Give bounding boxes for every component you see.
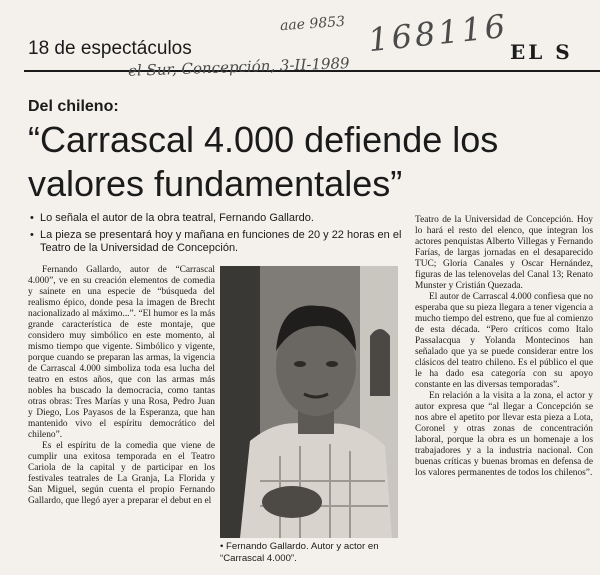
portrait-illustration bbox=[220, 266, 398, 538]
body-paragraph: Teatro de la Universidad de Concepción. Hoy lo hará el resto del elenco, que integran los actores penquistas Alberto Villegas y Fernando Farías, de largas jornadas en el desaparecido TUC; Gloria Canales y Oscar Hernández, figuras de las telenovelas del Canal 13; Renato Munster y Cristián Quezada. bbox=[415, 215, 593, 291]
body-paragraph: En relación a la visita a la zona, el actor y autor expresa que “al llegar a Concepción se nos abre el apetito por llevar esta pieza a Lota, Coronel y otras zonas de concentración laboral, porque la obra es un homenaje a los trabajadores y a la industria nacional. Con buenas críticas y buenas bromas en defensa de los valores permanentes de todos los chilenos”. bbox=[415, 391, 593, 478]
section-label: 18 de espectáculos bbox=[28, 38, 192, 59]
newspaper-masthead: EL S bbox=[510, 40, 573, 64]
summary-bullet: • La pieza se presentará hoy y mañana en funciones de 20 y 22 horas en el Teatro de la Universidad de Concepción. bbox=[30, 229, 415, 255]
body-paragraph: Fernando Gallardo, autor de “Carrascal 4.000”, ve en su creación elementos de comedia y sainete en una especie de “búsqueda del realismo épico, donde pesa la imagen de Brecht nacionalizado al máximo...”. “El humor es la más grande característica de este montaje, que considero muy simbólico en este momento, al mismo tiempo que vigente. Simbólico y vigente, porque cuando se preparan las armas, la vigencia de Carrascal 4.000 simboliza toda esa lucha del teatro en estos años, que con las armas más nobles ha buscado la democracia, como tantas otras obras: Tres Marías y una Rosa, Pedro Juan y Diego, Los Payasos de la Esperanza, que han mantenido vivo el espíritu democrático del chileno”. bbox=[28, 265, 215, 440]
article-kicker: Del chileno: bbox=[28, 98, 119, 115]
article-body-column-1 bbox=[28, 265, 215, 507]
summary-bullet: • Lo señala el autor de la obra teatral, Fernando Gallardo. bbox=[30, 212, 415, 225]
body-paragraph: Es el espíritu de la comedia que viene de cumplir una exitosa temporada en el Teatro Cariola de la capital y de participar en los festivales teatrales de La Granja, La Florida y San Miguel, según cuenta el propio Fernando Gallardo, que llegó ayer a preparar el debut en el bbox=[28, 441, 215, 506]
article-body-column-2 bbox=[415, 215, 593, 479]
article-summary-bullets bbox=[30, 212, 415, 259]
body-paragraph: El autor de Carrascal 4.000 confiesa que no esperaba que su pieza llegara a tener vigencia a mucho tiempo del estreno, que fue al comienzo de esta década. “Pero críticos como Italo Passalacqua y Yolanda Montecinos han señalado que ya se puede considerar entre los clásicos del teatro chileno. Es el público el que le ha dado esa categoría con su apoyo constante en las diversas temporadas”. bbox=[415, 292, 593, 390]
handwritten-clipping-number: 168116 bbox=[366, 6, 510, 60]
handwritten-source-date: el Sur, Concepción, 3-II-1989 bbox=[127, 54, 350, 80]
article-headline: “Carrascal 4.000 defiende los valores fundamentales” bbox=[28, 119, 499, 204]
author-portrait-photo bbox=[220, 266, 398, 538]
handwritten-archive-code: aae 9853 bbox=[279, 13, 346, 35]
photo-caption: • Fernando Gallardo. Autor y actor en “Carrascal 4.000”. bbox=[220, 541, 379, 564]
